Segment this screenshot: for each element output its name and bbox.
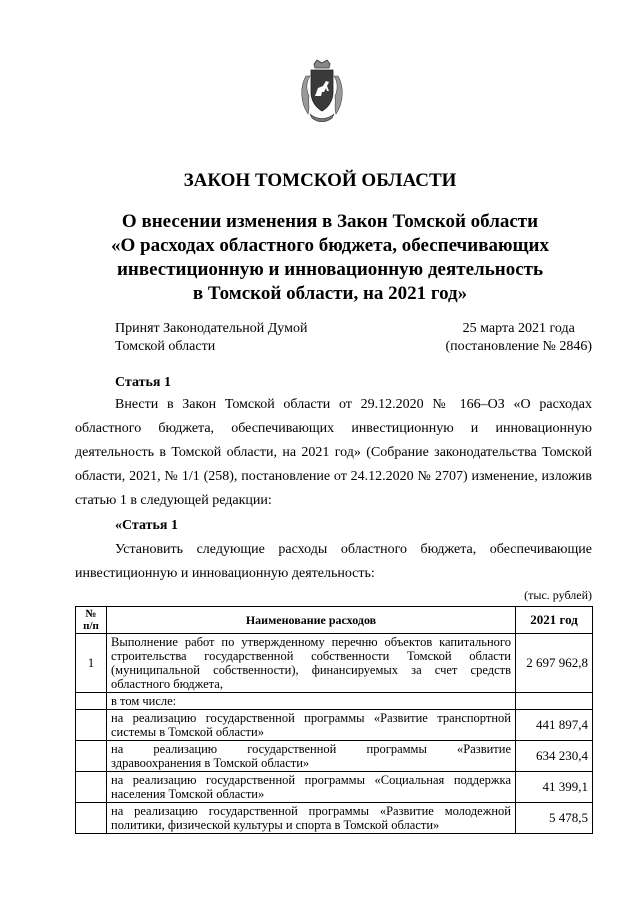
row-description-line: (муниципальной собственности), финансируемых за счет средств [111, 663, 511, 677]
article-1-text [75, 393, 592, 513]
table-row [76, 634, 593, 693]
adoption-date [445, 320, 592, 356]
table-row [76, 693, 593, 710]
row-description-line: населения Томской области» [111, 787, 265, 801]
row-number: 1 [76, 634, 107, 693]
table-row [76, 772, 593, 803]
article-1-heading: Статья 1 [115, 375, 171, 390]
column-header-number-line: п/п [83, 620, 99, 632]
subtitle-line: в Томской области, на 2021 год» [192, 283, 468, 304]
row-number [76, 803, 107, 834]
row-number [76, 710, 107, 741]
article-1-line: Внести в Закон Томской области от 29.12.2020 № 166–ОЗ «О расходах [115, 397, 592, 412]
subtitle-line: «О расходах областного бюджета, обеспечивающих [111, 235, 549, 256]
law-title: ЗАКОН ТОМСКОЙ ОБЛАСТИ [183, 170, 457, 191]
law-subtitle [80, 210, 580, 306]
row-description [107, 710, 516, 741]
article-1-line: областного бюджета, обеспечивающих инвестиционную и инновационную [75, 421, 592, 436]
subtitle-line: инвестиционную и инновационную деятельность [116, 259, 544, 280]
row-description-line: на реализацию государственной программы «Социальная поддержка [111, 773, 511, 787]
row-number [76, 772, 107, 803]
quoted-article-line: инвестиционную и инновационную деятельность: [75, 566, 375, 581]
row-description-line: здравоохранения в Томской области» [111, 756, 310, 770]
article-1-line: статью 1 в следующей редакции: [75, 493, 272, 508]
row-amount: 41 399,1 [516, 772, 593, 803]
quoted-article-heading: «Статья 1 [115, 518, 178, 533]
row-description-line: строительства государственной собственности Томской области [111, 649, 511, 663]
row-description-line: на реализацию государственной программы «Развитие молодежной [111, 804, 511, 818]
quoted-article-text [75, 538, 592, 586]
tomsk-coat-of-arms-icon [296, 58, 348, 126]
row-description [107, 741, 516, 772]
row-description-line: на реализацию государственной программы «Развитие транспортной [111, 711, 511, 725]
row-amount: 634 230,4 [516, 741, 593, 772]
row-description-line: в том числе: [111, 694, 177, 708]
row-description-line: областного бюджета, [111, 677, 223, 691]
row-description-line: Выполнение работ по утвержденному перечню объектов капитального [111, 635, 511, 649]
row-description [107, 772, 516, 803]
row-description-line: политики, физической культуры и спорта в Томской области» [111, 818, 440, 832]
article-1-line: области, 2021, № 1/1 (258), постановление от 24.12.2020 № 2707) изменение, изложив [75, 469, 592, 484]
row-description-line: системы в Томской области» [111, 725, 264, 739]
article-1-line: деятельность в Томской области, на 2021 год» (Собрание законодательства Томской [75, 445, 592, 460]
adopted-by [115, 320, 307, 356]
row-number [76, 741, 107, 772]
row-number [76, 693, 107, 710]
quoted-article-line: Установить следующие расходы областного бюджета, обеспечивающие [115, 542, 592, 557]
row-description [107, 693, 516, 710]
row-amount: 441 897,4 [516, 710, 593, 741]
subtitle-line: О внесении изменения в Закон Томской области [121, 211, 539, 232]
table-row [76, 710, 593, 741]
adopted-by-line: Томской области [115, 339, 216, 354]
table-header-row [76, 607, 593, 634]
row-description-line: на реализацию государственной программы «Развитие [111, 742, 511, 756]
column-header-number-line: № [85, 608, 97, 620]
column-header-name: Наименование расходов [107, 607, 516, 634]
table-row [76, 803, 593, 834]
column-header-number [76, 607, 107, 634]
adopted-by-line: Принят Законодательной Думой [115, 321, 308, 336]
row-amount: 5 478,5 [516, 803, 593, 834]
table-row [76, 741, 593, 772]
row-description [107, 634, 516, 693]
column-header-year: 2021 год [516, 607, 593, 634]
row-amount [516, 693, 593, 710]
adoption-date-line: 25 марта 2021 года [462, 321, 575, 336]
row-description [107, 803, 516, 834]
adoption-resolution: (постановление № 2846) [445, 339, 592, 354]
row-amount: 2 697 962,8 [516, 634, 593, 693]
expenses-table [75, 606, 593, 834]
unit-note: (тыс. рублей) [524, 588, 592, 602]
